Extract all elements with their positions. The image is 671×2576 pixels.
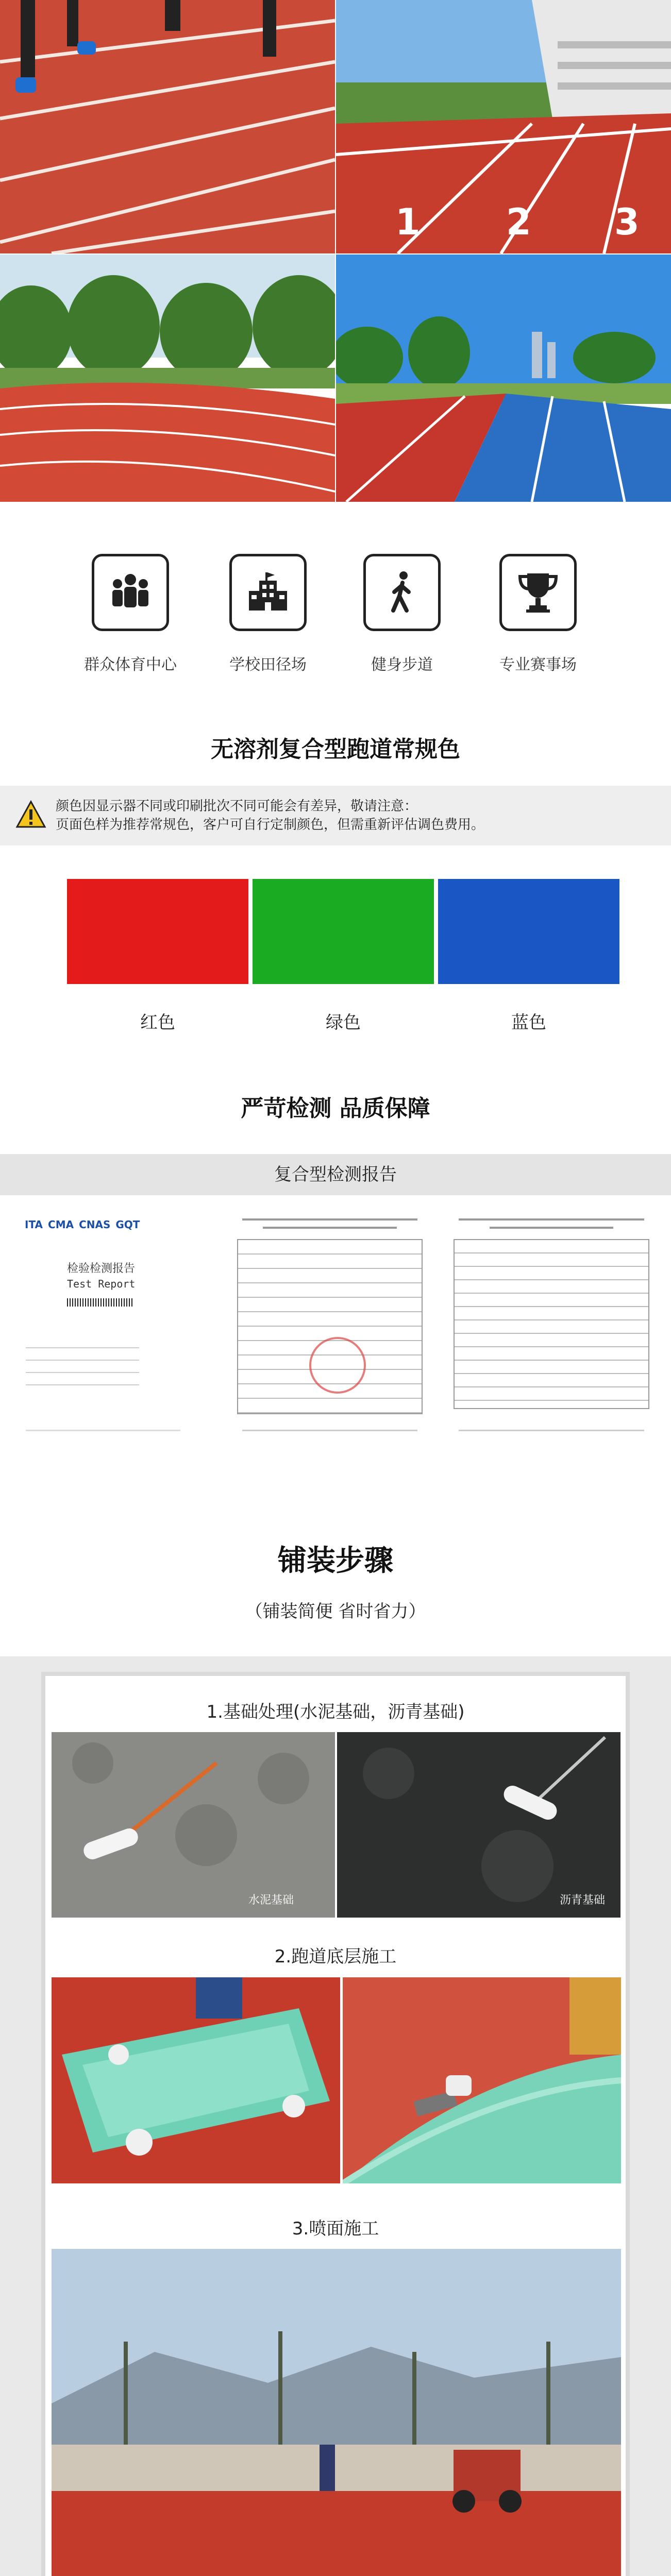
trophy-icon xyxy=(499,554,577,631)
report-subtitle: Test Report xyxy=(67,1278,136,1290)
photo-stadium-lane-numbers xyxy=(336,0,671,253)
feature-label: 健身步道 xyxy=(371,656,433,674)
barcode xyxy=(67,1298,134,1307)
feature-label: 专业赛事场 xyxy=(499,656,577,674)
photo-red-blue-track xyxy=(336,255,671,502)
step-3-label: 3.喷面施工 xyxy=(292,2218,379,2239)
feature-mass-sports-center xyxy=(79,554,182,674)
color-notice-bar xyxy=(0,786,671,845)
warning-icon xyxy=(15,800,46,831)
report-field-lines xyxy=(26,1347,139,1397)
lane-number-3: 3 xyxy=(614,201,640,243)
caption-asphalt-base: 沥青基础 xyxy=(559,1894,605,1907)
photo-cement-base-roller xyxy=(52,1732,335,1918)
feature-fitness-trail xyxy=(350,554,454,674)
cert-logo-cnas: CNAS xyxy=(79,1218,111,1231)
swatch-label-blue: 蓝色 xyxy=(511,1012,546,1033)
report-title: 检验检测报告 xyxy=(67,1262,136,1275)
photo-runners-on-track xyxy=(0,0,335,253)
feature-pro-competition xyxy=(487,554,590,674)
report-band xyxy=(0,1154,671,1195)
report-table xyxy=(454,1239,649,1409)
swatch-red xyxy=(67,879,248,984)
photo-base-layer-trowel xyxy=(343,1977,621,2183)
swatch-green xyxy=(253,879,434,984)
swatch-blue xyxy=(438,879,619,984)
school-building-icon xyxy=(229,554,307,631)
feature-school-field xyxy=(216,554,320,674)
people-icon xyxy=(92,554,169,631)
report-page-2 xyxy=(232,1208,428,1455)
swatch-label-red: 红色 xyxy=(140,1012,175,1033)
caption-cement-base: 水泥基础 xyxy=(248,1894,294,1907)
cert-logo-gqt: GQT xyxy=(115,1218,140,1231)
report-cover xyxy=(21,1208,206,1450)
photo-base-layer-machine xyxy=(52,1977,340,2183)
step-1-label: 1.基础处理(水泥基础，沥青基础) xyxy=(206,1702,465,1722)
photo-curved-track-trees xyxy=(0,255,335,502)
report-band-label: 复合型检测报告 xyxy=(274,1164,397,1185)
photo-asphalt-base-roller xyxy=(337,1732,620,1918)
red-stamp xyxy=(309,1337,366,1394)
steps-section-subtitle: （铺装简便 省时省力） xyxy=(245,1601,426,1622)
cert-logo-ita: ITA xyxy=(25,1218,43,1231)
feature-label: 群众体育中心 xyxy=(84,656,177,674)
quality-section-title: 严苛检测 品质保障 xyxy=(241,1095,430,1122)
report-page-3 xyxy=(448,1208,655,1455)
photo-spray-surface xyxy=(52,2249,621,2576)
step-2-label: 2.跑道底层施工 xyxy=(274,1946,397,1967)
cert-logo-cma: CMA xyxy=(48,1218,74,1231)
swatch-label-green: 绿色 xyxy=(326,1012,361,1033)
steps-section-title: 铺装步骤 xyxy=(278,1544,393,1578)
notice-line-2: 页面色样为推荐常规色，客户可自行定制颜色，但需重新评估调色费用。 xyxy=(56,817,485,833)
colors-section-title: 无溶剂复合型跑道常规色 xyxy=(211,736,460,762)
lane-number-2: 2 xyxy=(506,201,531,243)
lane-number-1: 1 xyxy=(395,201,421,243)
cert-logos xyxy=(25,1218,140,1231)
walking-person-icon xyxy=(363,554,441,631)
notice-line-1: 颜色因显示器不同或印刷批次不同可能会有差异，敬请注意： xyxy=(56,799,418,814)
feature-label: 学校田径场 xyxy=(229,656,307,674)
